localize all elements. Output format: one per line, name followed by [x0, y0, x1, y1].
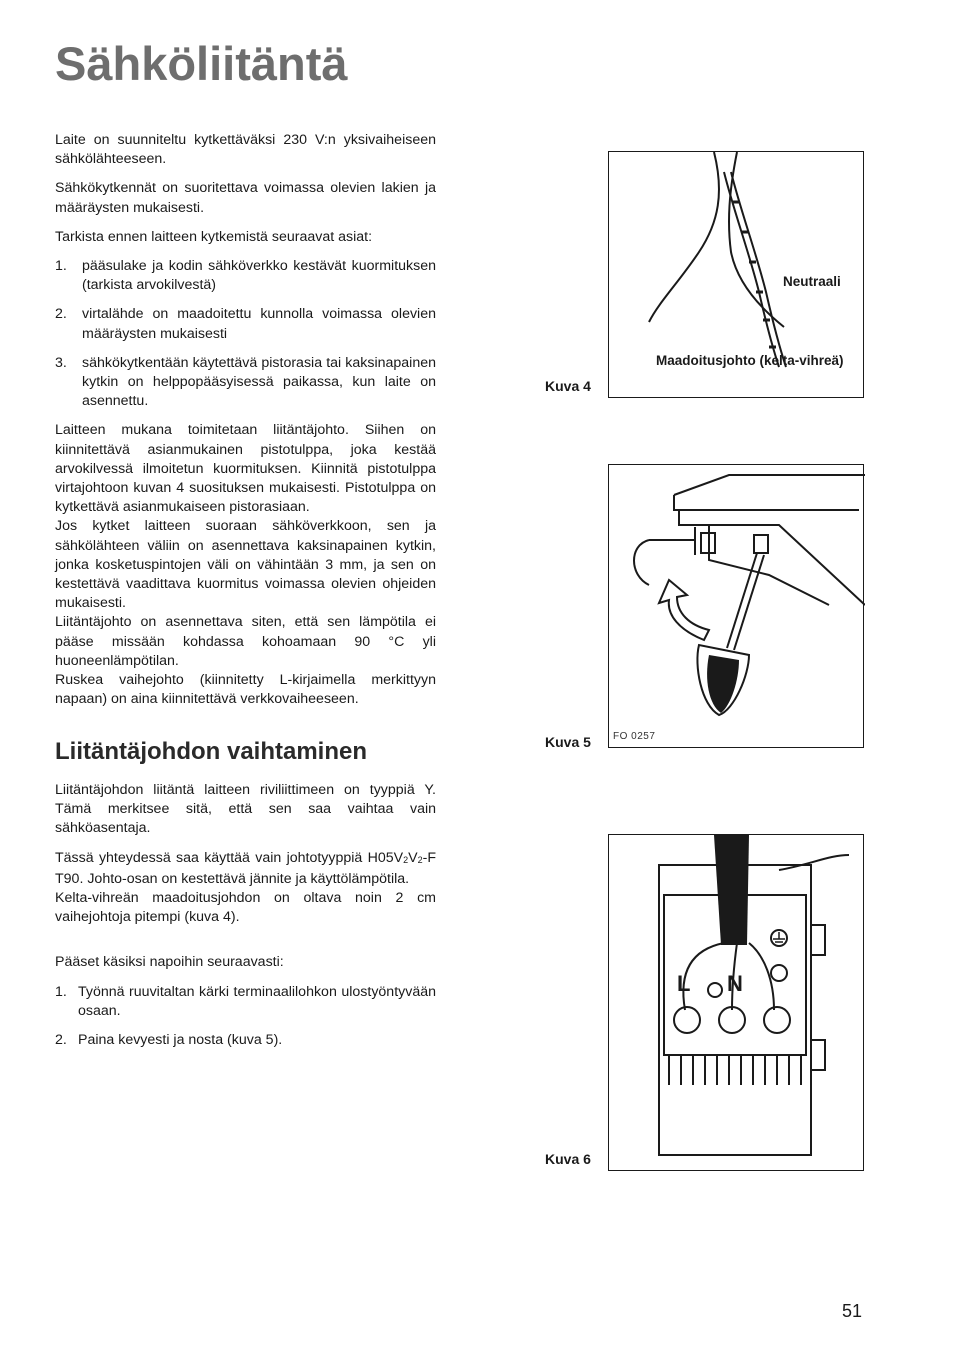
neutral-label: Neutraali [783, 274, 841, 289]
section-paragraph: Liitäntäjohdon liitäntä laitteen riviliittimeen on tyyppiä Y. Tämä merkitsee sitä, että sen saa vaihtaa vain sähköasentaja. [55, 782, 436, 837]
page-title: Sähköliitäntä [55, 37, 348, 90]
list-item: 1. Työnnä ruuvitaltan kärki terminaalilohkon ulostyöntyvään osaan. [55, 983, 436, 1019]
steps-list [55, 983, 436, 1051]
earth-symbol-icon [773, 932, 785, 942]
section-paragraph: Kelta-vihreän maadoitusjohdon on oltava noin 2 cm vaihejohtoja pitempi (kuva 4). [55, 890, 436, 926]
section-paragraph: Tässä yhteydessä saa käyttää vain johtotyyppiä $H05V_2V_2-F$ T90. Johto-osan on kestettävä jännite ja käyttölämpötila. [55, 849, 436, 887]
list-item: 2. Paina kevyesti ja nosta (kuva 5). [55, 1032, 283, 1049]
intro-paragraph: Tarkista ennen laitteen kytkemistä seuraavat asiat: [55, 228, 373, 245]
section-heading: Liitäntäjohdon vaihtaminen [55, 738, 368, 765]
intro-paragraph: Jos kytket laitteen suoraan sähköverkkoon, sen ja sähkölähteen väliin on asennettava kaksinapainen kytkin, jonka kosketuspintojen väli on vähintään 3 mm, ja sen on kestettävä vaadittava kuormitus voimassa olevien ohjeiden mukaisesti. [55, 518, 436, 612]
list-item: 3. sähkökytkentään käytettävä pistorasia tai kaksinapainen kytkin on helppopääsyisessä paikassa, kun laite on asennettu. [55, 354, 436, 410]
figure-5-screwdriver [608, 464, 864, 748]
screwdriver-illustration [609, 465, 865, 749]
section-paragraph: Pääset käsiksi napoihin seuraavasti: [55, 954, 284, 971]
terminal-letter-l: L [677, 971, 691, 996]
list-item: 2. virtalähde on maadoitettu kunnolla voimassa olevien määräysten mukaisesti [55, 306, 436, 342]
figure-4-earth-wire [608, 151, 864, 398]
figure-caption: Kuva 5 [545, 734, 591, 750]
intro-paragraph: Liitäntäjohto on asennettava siten, että sen lämpötila ei pääse missään kohdassa kohoamaan 90 °C yli huoneenlämpötilan. [55, 614, 436, 669]
intro-section [55, 131, 436, 709]
checklist [55, 257, 436, 411]
terminal-block-illustration [609, 835, 865, 1172]
intro-paragraph: Sähkökytkennät on suoritettava voimassa olevien lakien ja määräysten mukaisesti. [55, 180, 436, 216]
figure-caption: Kuva 6 [545, 1151, 591, 1167]
intro-paragraph: Laite on suunniteltu kytkettäväksi 230 V:n yksivaiheiseen sähkölähteeseen. [55, 132, 436, 168]
terminal-letter-n: N [727, 971, 743, 996]
figure-caption: Kuva 4 [545, 378, 591, 394]
page-number: 51 [842, 1301, 863, 1321]
earth-wire-label: Maadoitusjohto (kelta-vihreä) [656, 353, 844, 368]
figure-6-terminal-block [608, 834, 864, 1171]
figure-code: FO 0257 [613, 731, 656, 742]
cable-replacement-section [55, 781, 436, 1060]
list-item: 1. pääsulake ja kodin sähköverkko kestävät kuormituksen (tarkista arvokilvestä) [55, 258, 436, 294]
intro-paragraph: Ruskea vaihejohto (kiinnitetty L-kirjaimella merkittyyn napaan) on aina kiinnitettävä verkkovaiheeseen. [55, 672, 436, 708]
intro-paragraph: Laitteen mukana toimitetaan liitäntäjohto. Siihen on kiinnitettävä asianmukainen pistotulppa, joka kestää arvokilvessä ilmoitetun kuormituksen. Kiinnitä pistotulppa virtajohtoon kuvan 4 suosituksen mukaisesti. Pistotulppa on kytkettävä asianmukaiseen pistorasiaan. [55, 422, 436, 516]
